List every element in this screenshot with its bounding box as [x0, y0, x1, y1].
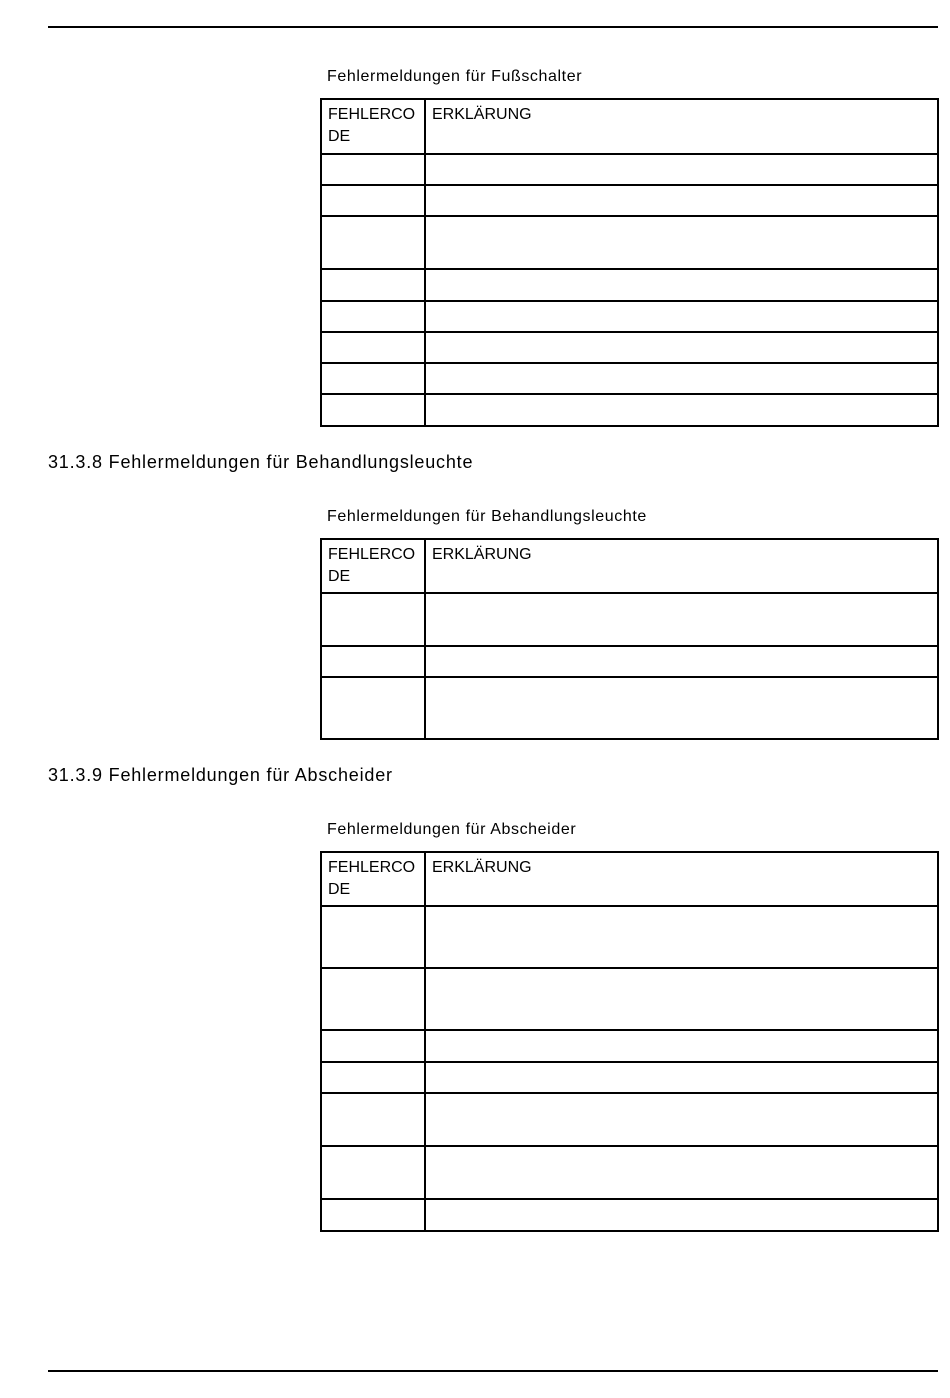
code-cell — [321, 1146, 425, 1199]
code-cell — [321, 269, 425, 301]
code-cell — [321, 154, 425, 185]
table-row — [321, 394, 938, 426]
explanation-cell — [425, 1093, 938, 1146]
code-cell — [321, 1030, 425, 1062]
table-row — [321, 301, 938, 332]
table-row — [321, 332, 938, 363]
table-row — [321, 1062, 938, 1093]
table-header-row — [321, 99, 938, 154]
explanation-cell — [425, 1062, 938, 1093]
error-table-separator — [320, 851, 939, 1232]
explanation-cell — [425, 593, 938, 646]
code-cell — [321, 906, 425, 968]
explanation-cell — [425, 677, 938, 739]
header-code: FEHLERCODE — [321, 852, 425, 906]
table-row — [321, 1199, 938, 1231]
top-rule — [48, 26, 938, 28]
header-code: FEHLERCODE — [321, 99, 425, 154]
code-cell — [321, 185, 425, 216]
code-cell — [321, 394, 425, 426]
code-cell — [321, 1199, 425, 1231]
section-heading-treatment-light: 31.3.8 Fehlermeldungen für Behandlungsleuchte — [48, 452, 474, 472]
explanation-cell — [425, 216, 938, 269]
explanation-cell — [425, 332, 938, 363]
table-row — [321, 677, 938, 739]
table-row — [321, 154, 938, 185]
table-row — [321, 269, 938, 301]
code-cell — [321, 363, 425, 394]
table-row — [321, 1030, 938, 1062]
explanation-cell — [425, 1146, 938, 1199]
table-caption-separator: Fehlermeldungen für Abscheider — [327, 821, 577, 838]
code-cell — [321, 593, 425, 646]
table-caption-treatment-light: Fehlermeldungen für Behandlungsleuchte — [327, 508, 647, 525]
section-heading-separator: 31.3.9 Fehlermeldungen für Abscheider — [48, 765, 393, 785]
explanation-cell — [425, 1030, 938, 1062]
explanation-cell — [425, 185, 938, 216]
table-caption-foot-switch: Fehlermeldungen für Fußschalter — [327, 68, 583, 85]
code-cell — [321, 1062, 425, 1093]
error-table-treatment-light — [320, 538, 939, 740]
table-row — [321, 906, 938, 968]
code-cell — [321, 968, 425, 1030]
explanation-cell — [425, 363, 938, 394]
error-table-foot-switch — [320, 98, 939, 427]
bottom-rule — [48, 1370, 938, 1372]
table-row — [321, 216, 938, 269]
code-cell — [321, 1093, 425, 1146]
header-explanation: ERKLÄRUNG — [425, 539, 938, 593]
table-row — [321, 646, 938, 677]
table-header-row — [321, 539, 938, 593]
table-row — [321, 968, 938, 1030]
table-row — [321, 185, 938, 216]
header-explanation: ERKLÄRUNG — [425, 99, 938, 154]
table-row — [321, 593, 938, 646]
header-code: FEHLERCODE — [321, 539, 425, 593]
header-explanation: ERKLÄRUNG — [425, 852, 938, 906]
explanation-cell — [425, 301, 938, 332]
code-cell — [321, 677, 425, 739]
explanation-cell — [425, 394, 938, 426]
explanation-cell — [425, 1199, 938, 1231]
table-row — [321, 1146, 938, 1199]
code-cell — [321, 301, 425, 332]
explanation-cell — [425, 968, 938, 1030]
explanation-cell — [425, 154, 938, 185]
table-header-row — [321, 852, 938, 906]
code-cell — [321, 332, 425, 363]
code-cell — [321, 216, 425, 269]
explanation-cell — [425, 269, 938, 301]
explanation-cell — [425, 646, 938, 677]
explanation-cell — [425, 906, 938, 968]
table-row — [321, 1093, 938, 1146]
table-row — [321, 363, 938, 394]
code-cell — [321, 646, 425, 677]
